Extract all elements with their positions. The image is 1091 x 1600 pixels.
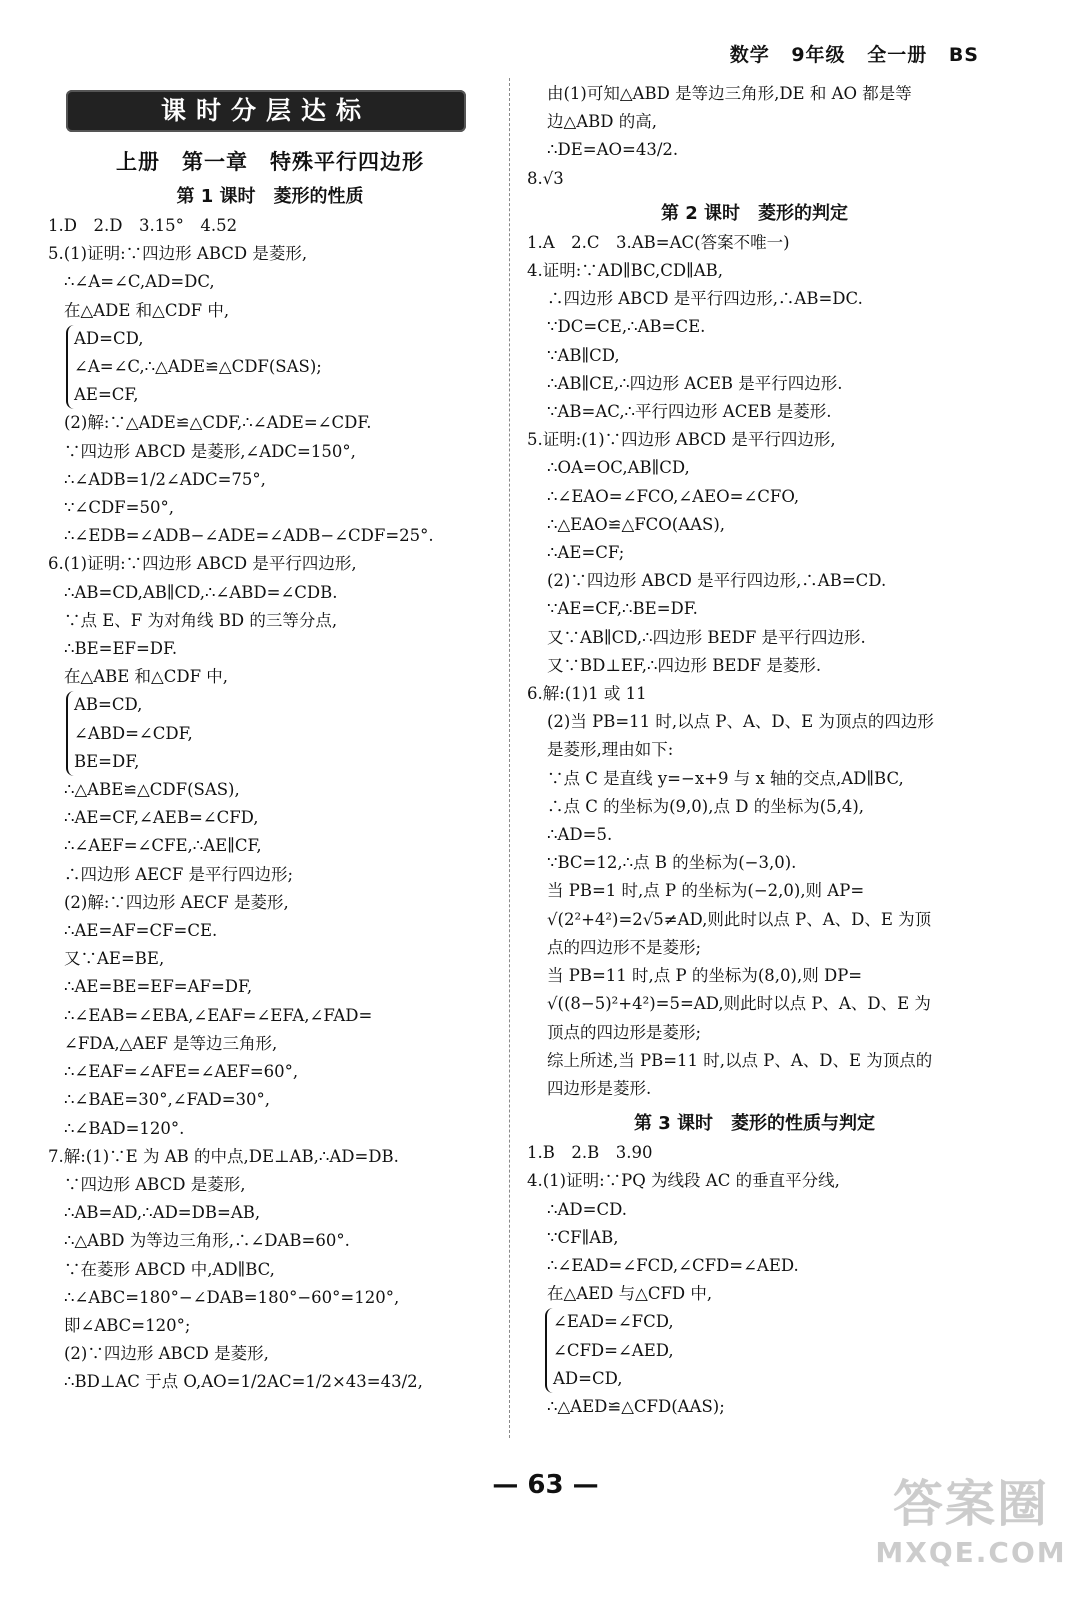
answer-line: 1.B 2.B 3.90 [527,1143,653,1163]
volume: 全一册 [867,44,928,66]
answer-line: 6.解:(1)1 或 11 [527,684,647,704]
answer-line: (2)∵四边形 ABCD 是平行四边形,∴AB=CD. [547,571,887,591]
answer-line: ∴∠AEF=∠CFE,∴AE∥CF, [64,836,262,856]
answer-line: ∵DC=CE,∴AB=CE. [547,317,706,337]
answer-line: ∵AE=CF,∴BE=DF. [547,599,698,619]
answer-line: ∴AD=CD. [547,1199,627,1219]
answer-line: ∵AB∥CD, [547,345,620,365]
equation-brace [545,1308,982,1393]
answer-line: 7.解:(1)∵E 为 AB 的中点,DE⊥AB,∴AD=DB. [48,1146,399,1166]
answer-line: 在△AED 与△CFD 中, [547,1284,713,1304]
right-column [527,80,982,1421]
answer-line: 4.(1)证明:∵PQ 为线段 AC 的垂直平分线, [527,1171,840,1191]
answer-line: ∴△ABD 为等边三角形,∴∠DAB=60°. [64,1231,350,1251]
answer-line: ∴∠A=∠C,AD=DC, [64,272,215,292]
answer-line: ∠A=∠C,∴△ADE≌△CDF(SAS); [74,357,322,377]
answer-line: 当 PB=11 时,点 P 的坐标为(8,0),则 DP= [547,966,863,986]
watermark-logo [871,1472,1071,1582]
answer-line: ∴AE=AF=CF=CE. [64,921,218,941]
answer-line: ∴∠EAD=∠FCD,∠CFD=∠AED. [547,1255,799,1275]
answer-line: ∵四边形 ABCD 是菱形,∠ADC=150°, [64,441,356,461]
answer-line: AD=CD, [553,1368,623,1388]
answer-line: 1.A 2.C 3.AB=AC(答案不唯一) [527,232,790,252]
answer-line: ∴AE=BE=EF=AF=DF, [64,977,253,997]
answer-line: 8.√3 [527,168,564,188]
equation-brace [66,325,492,410]
answer-line: ∵CF∥AB, [547,1227,619,1247]
answer-line: ∴△EAO≌△FCO(AAS), [547,514,726,534]
answer-line: 1.D 2.D 3.15° 4.52 [48,216,238,235]
answer-line: 又∵AB∥CD,∴四边形 BEDF 是平行四边形. [547,627,866,647]
answer-line: 由(1)可知△ABD 是等边三角形,DE 和 AO 都是等 [547,84,912,103]
answer-line: AB=CD, [74,695,143,715]
answer-line: ∴∠EAF=∠AFE=∠AEF=60°, [64,1062,299,1082]
answer-line: (2)解:∵△ADE≌△CDF,∴∠ADE=∠CDF. [64,413,372,433]
answer-line: ∵在菱形 ABCD 中,AD∥BC, [64,1259,275,1279]
answer-line: 5.证明:(1)∵四边形 ABCD 是平行四边形, [527,430,836,450]
answer-line: 又∵AE=BE, [64,949,165,969]
answer-line: ∠ABD=∠CDF, [74,723,193,743]
left-column [48,80,492,1397]
answer-line: ∴∠EAB=∠EBA,∠EAF=∠EFA,∠FAD= [64,1005,373,1025]
answer-line: ∴AB∥CE,∴四边形 ACEB 是平行四边形. [547,373,843,393]
answer-line: ∴∠ADB=1/2∠ADC=75°, [64,469,266,489]
answer-line: ∴四边形 AECF 是平行四边形; [64,864,294,884]
lesson-title: 第 2 课时 菱形的判定 [660,202,849,224]
answer-line: √(2²+4²)=2√5≠AD,则此时以点 P、A、D、E 为顶 [547,909,932,929]
answer-line: ∵BC=12,∴点 B 的坐标为(−3,0). [547,853,797,873]
answer-line: ∴四边形 ABCD 是平行四边形,∴AB=DC. [547,289,863,309]
answer-line: ∴AE=CF,∠AEB=∠CFD, [64,808,259,828]
answer-line: ∴AD=5. [547,825,613,845]
answer-line: 又∵BD⊥EF,∴四边形 BEDF 是菱形. [547,655,822,675]
chapter-title: 上册 第一章 特殊平行四边形 [116,150,424,174]
answer-line: AD=CD, [74,328,144,348]
answer-line: ∴BE=EF=DF. [64,639,178,659]
answer-line: ∴∠EDB=∠ADB−∠ADE=∠ADB−∠CDF=25°. [64,526,434,546]
answer-line: (2)∵四边形 ABCD 是菱形, [64,1344,269,1364]
answer-line: ∵AB=AC,∴平行四边形 ACEB 是菱形. [547,402,832,422]
answer-line: ∴AB=CD,AB∥CD,∴∠ABD=∠CDB. [64,582,338,602]
page-header [716,40,979,67]
equation-brace [66,691,492,776]
watermark-text: 答案圈 [893,1475,1049,1533]
page-number: — 63 — [492,1470,599,1500]
answer-line: (2)解:∵四边形 AECF 是菱形, [64,892,289,912]
answer-line: ∴点 C 的坐标为(9,0),点 D 的坐标为(5,4), [547,796,865,816]
answer-line: ∴△AED≌△CFD(AAS); [547,1396,725,1416]
answer-line: ∴∠ABC=180°−∠DAB=180°−60°=120°, [64,1287,400,1307]
column-divider [509,78,510,1438]
answer-line: ∵点 C 是直线 y=−x+9 与 x 轴的交点,AD∥BC, [547,768,904,788]
answer-line: 点的四边形不是菱形; [547,937,702,957]
answer-line: 4.证明:∵AD∥BC,CD∥AB, [527,261,724,281]
answer-line: 当 PB=1 时,点 P 的坐标为(−2,0),则 AP= [547,881,865,901]
answer-line: 5.(1)证明:∵四边形 ABCD 是菱形, [48,244,308,264]
answer-line: √((8−5)²+4²)=5=AD,则此时以点 P、A、D、E 为 [547,994,931,1014]
answer-line: 是菱形,理由如下: [547,740,674,760]
answer-line: 综上所述,当 PB=11 时,以点 P、A、D、E 为顶点的 [547,1050,933,1070]
answer-line: ∠FDA,△AEF 是等边三角形, [64,1033,278,1053]
answer-line: 在△ABE 和△CDF 中, [64,667,229,687]
answer-line: ∵四边形 ABCD 是菱形, [64,1174,246,1194]
edition: BS [948,44,979,66]
answer-line: ∴OA=OC,AB∥CD, [547,458,690,478]
answer-line: ∴AE=CF; [547,543,625,563]
answer-line: BE=DF, [74,751,140,771]
answer-line: ∵点 E、F 为对角线 BD 的三等分点, [64,610,338,630]
watermark-url: MXQE.COM [875,1536,1067,1569]
answer-line: 在△ADE 和△CDF 中, [64,300,230,320]
answer-line: ∵∠CDF=50°, [64,498,174,518]
answer-line: ∠EAD=∠FCD, [553,1312,674,1332]
answer-line: 顶点的四边形是菱形; [547,1022,702,1042]
answer-line: ∠CFD=∠AED, [553,1340,674,1360]
lesson-title: 第 1 课时 菱形的性质 [176,186,364,207]
answer-line: 即∠ABC=120°; [64,1315,191,1335]
answer-line: 四边形是菱形. [547,1078,652,1098]
answer-line: ∴△ABE≌△CDF(SAS), [64,780,240,800]
answer-line: ∴∠EAO=∠FCO,∠AEO=∠CFO, [547,486,800,506]
grade: 9年级 [791,44,846,66]
answer-line: 边△ABD 的高, [547,112,657,132]
answer-line: ∴DE=AO=43/2. [547,140,679,160]
answer-line: ∴AB=AD,∴AD=DB=AB, [64,1203,261,1223]
answer-line: AE=CF, [74,385,139,405]
answer-line: ∴∠BAE=30°,∠FAD=30°, [64,1090,271,1110]
answer-line: ∴∠BAD=120°. [64,1118,185,1138]
answer-line: 6.(1)证明:∵四边形 ABCD 是平行四边形, [48,554,357,574]
answer-line: (2)当 PB=11 时,以点 P、A、D、E 为顶点的四边形 [547,712,934,732]
lesson-title: 第 3 课时 菱形的性质与判定 [633,1113,876,1135]
answer-line: ∴BD⊥AC 于点 O,AO=1/2AC=1/2×43=43/2, [64,1372,423,1392]
subject: 数学 [729,44,770,66]
section-banner: 课时分层达标 [66,90,466,132]
